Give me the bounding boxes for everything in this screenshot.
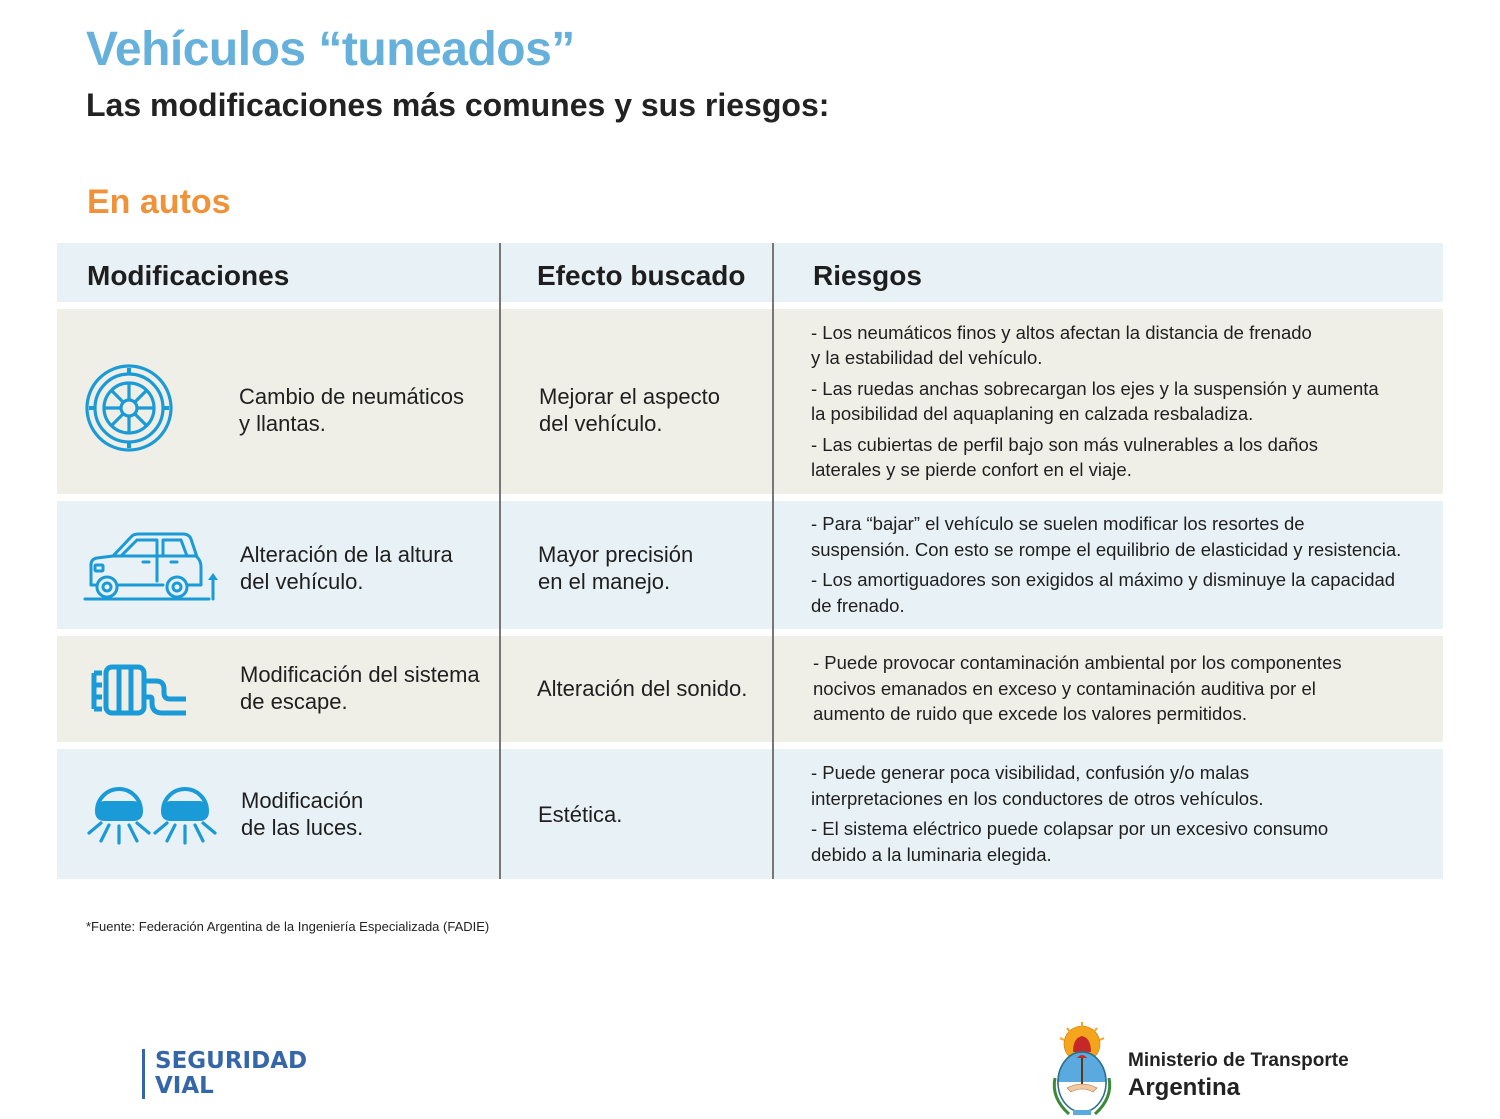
modification-line: de escape. xyxy=(240,689,348,714)
modification-line: y llantas. xyxy=(239,411,326,436)
page-subtitle: Las modificaciones más comunes y sus riesgos: xyxy=(86,87,830,123)
effect-cell xyxy=(538,523,693,613)
modification-cell xyxy=(240,523,453,613)
effect-line: Estética. xyxy=(538,801,623,827)
risk-item: - Para “bajar” el vehículo se suelen modificar los resortes de suspensión. Con esto se rompe el equilibrio de elasticidad y resistencia. xyxy=(811,513,1402,560)
modification-cell xyxy=(239,365,464,455)
modification-line: Modificación xyxy=(241,788,364,813)
seguridad-vial-logo xyxy=(142,1049,307,1099)
ministry-name: Ministerio de Transporte xyxy=(1128,1050,1349,1071)
car-height-icon xyxy=(83,531,223,603)
exhaust-icon xyxy=(90,663,190,717)
modification-cell xyxy=(240,643,480,733)
effect-line: Mayor precisión xyxy=(538,542,694,567)
headlights-icon xyxy=(83,779,219,847)
risk-item: - Los amortiguadores son exigidos al máximo y disminuye la capacidad de frenado. xyxy=(811,569,1396,616)
modification-line: Alteración de la altura xyxy=(240,542,453,567)
ministry-country: Argentina xyxy=(1128,1074,1241,1101)
column-header-riesgos: Riesgos xyxy=(813,260,922,291)
section-heading: En autos xyxy=(87,183,231,221)
modification-line: del vehículo. xyxy=(240,569,364,594)
column-divider xyxy=(772,243,774,879)
risks-cell xyxy=(813,636,1433,742)
effect-line: Mejorar el aspecto xyxy=(539,384,720,409)
coat-of-arms-icon xyxy=(1049,1022,1115,1118)
column-header-modificaciones: Modificaciones xyxy=(87,260,290,291)
brand-line: SEGURIDAD xyxy=(155,1048,308,1074)
risk-item: - Puede generar poca visibilidad, confusión y/o malas interpretaciones en los conductores de otros vehículos. xyxy=(811,762,1264,809)
risks-cell xyxy=(811,501,1431,629)
risk-item: - Las ruedas anchas sobrecargan los ejes y la suspensión y aumenta la posibilidad del aquaplaning en calzada resbaladiza. xyxy=(811,377,1379,424)
column-header-efecto: Efecto buscado xyxy=(537,260,746,291)
effect-cell xyxy=(539,365,720,455)
effect-cell xyxy=(537,643,747,733)
ministry-logo xyxy=(1128,1050,1349,1104)
modification-line: de las luces. xyxy=(241,815,364,840)
risk-item: - Las cubiertas de perfil bajo son más vulnerables a los daños laterales y se pierde confort en el viaje. xyxy=(811,433,1318,480)
risks-cell xyxy=(811,749,1431,879)
effect-line: del vehículo. xyxy=(539,411,663,436)
tire-icon xyxy=(83,362,175,454)
risk-item: - El sistema eléctrico puede colapsar por un excesivo consumo debido a la luminaria elegida. xyxy=(811,818,1329,865)
brand-line: VIAL xyxy=(155,1073,214,1099)
source-footnote: *Fuente: Federación Argentina de la Ingeniería Especializada (FADIE) xyxy=(86,919,490,934)
modifications-table xyxy=(57,243,1443,879)
risks-cell xyxy=(811,309,1431,494)
modification-cell xyxy=(241,769,363,859)
risk-item: - Puede provocar contaminación ambiental por los componentes nocivos emanados en exceso y contaminación auditiva por el aumento de ruido que excede los valores permitidos. xyxy=(813,652,1342,725)
effect-cell xyxy=(538,769,622,859)
column-divider xyxy=(499,243,501,879)
modification-line: Modificación del sistema xyxy=(240,662,480,687)
modification-line: Cambio de neumáticos xyxy=(239,384,465,409)
effect-line: Alteración del sonido. xyxy=(537,675,748,701)
page-title: Vehículos “tuneados” xyxy=(86,23,575,76)
risk-item: - Los neumáticos finos y altos afectan la distancia de frenado y la estabilidad del vehículo. xyxy=(811,321,1312,368)
effect-line: en el manejo. xyxy=(538,569,671,594)
